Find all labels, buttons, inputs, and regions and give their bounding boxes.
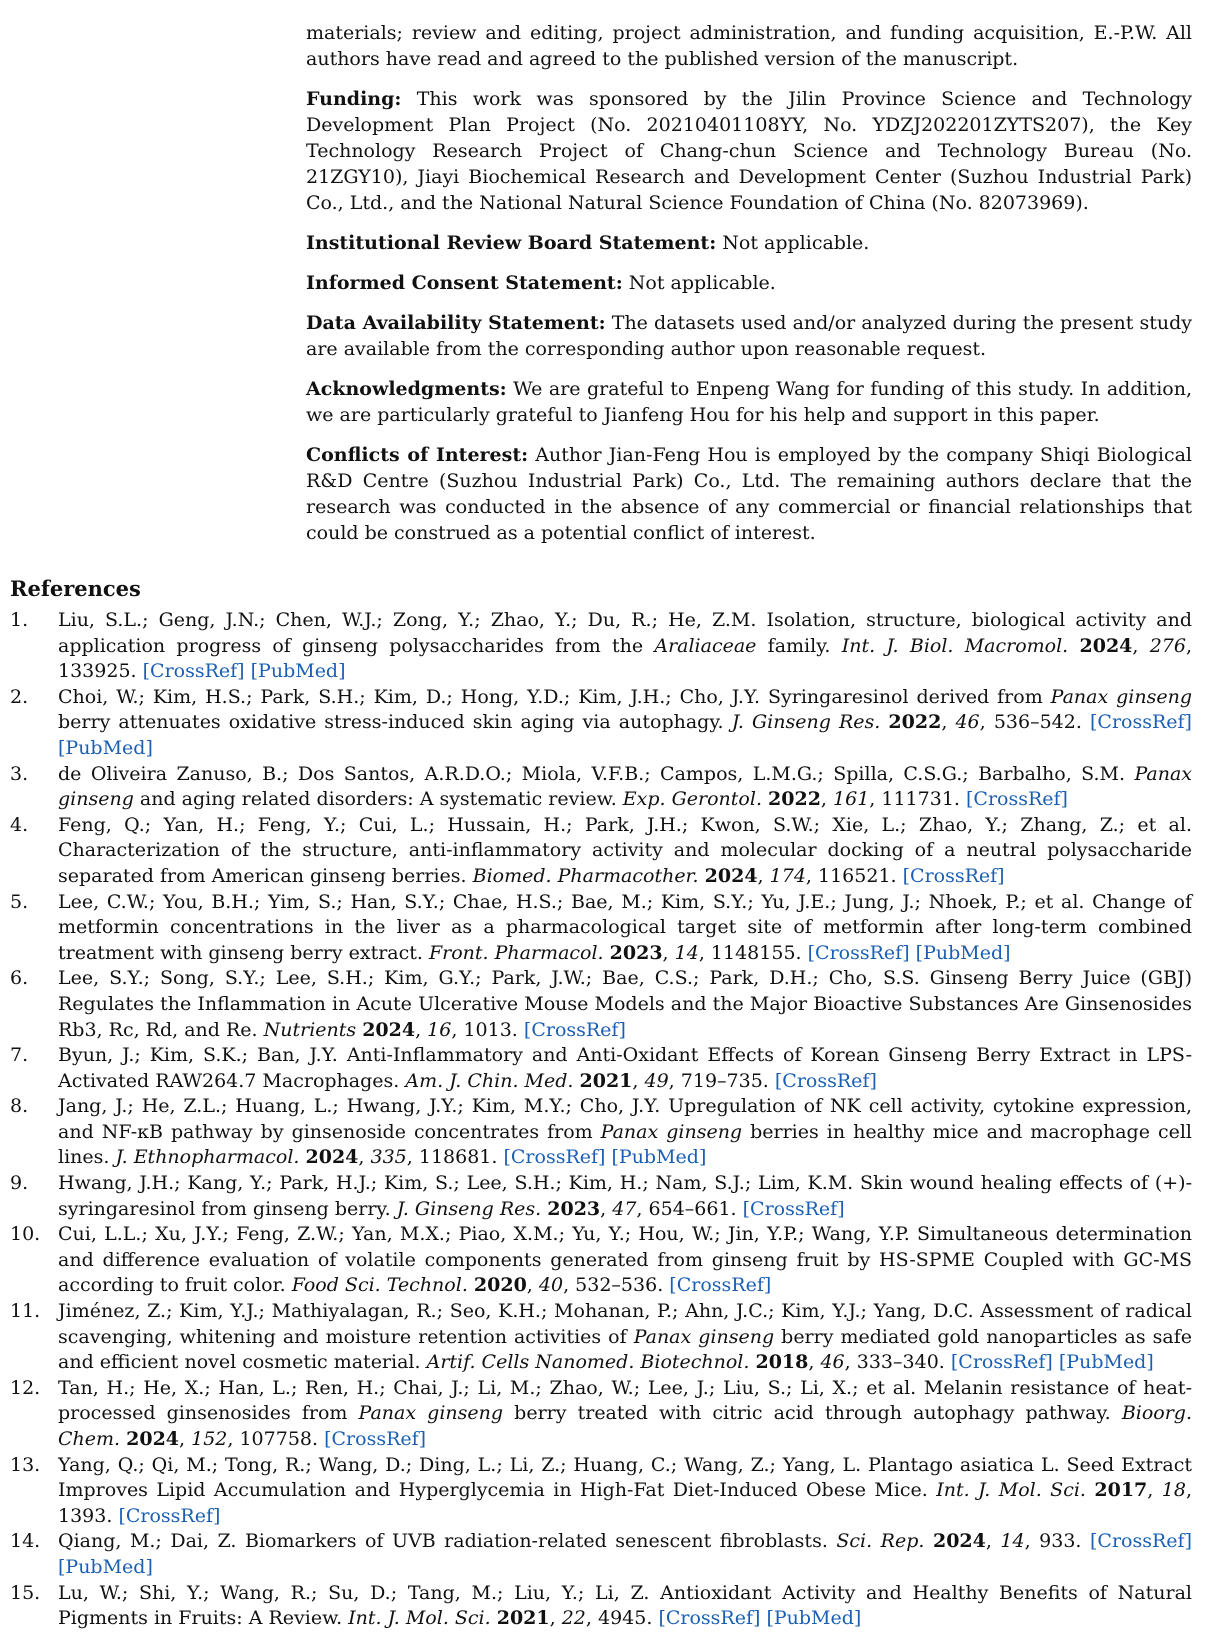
reference-number: 8.	[10, 1095, 29, 1118]
reference-authors-title: Tan, H.; He, X.; Han, L.; Ren, H.; Chai, J.; Li, M.; Zhao, W.; Lee, J.; Liu, S.; Li, X.; et al. Melanin resistance of heat-processed ginsenosides from	[58, 1376, 1192, 1425]
pubmed-link[interactable]: [PubMed]	[250, 660, 346, 683]
data-availability-label: Data Availability Statement:	[306, 312, 606, 334]
author-contributions-tail: materials; review and editing, project administration, and funding acquisition, E.-P.W. All authors have read and agreed to the published version of the manuscript.	[306, 22, 1192, 70]
reference-text: Feng, Q.; Yan, H.; Feng, Y.; Cui, L.; Hussain, H.; Park, J.H.; Kwon, S.W.; Xie, L.; Zhao, Y.; Zhang, Z.; et al. Characterization of the structure, anti-inflammatory activity and molecular docking of a neutral polysaccharide separated from American ginseng berries. Biomed. Pharmacother. 2024, 174, 116521. [CrossRef]	[58, 813, 1192, 887]
reference-pages: 1393.	[58, 1504, 113, 1527]
crossref-link[interactable]: [CrossRef]	[950, 1351, 1053, 1374]
reference-item	[10, 608, 1192, 685]
data-availability-text: The datasets used and/or analyzed during the present study are available from the corresponding author upon reasonable request.	[306, 312, 1193, 360]
reference-title-rest: family.	[756, 634, 842, 657]
reference-item	[10, 1581, 1192, 1632]
reference-text: Lee, S.Y.; Song, S.Y.; Lee, S.H.; Kim, G.Y.; Park, J.W.; Bae, C.S.; Park, D.H.; Cho, S.S. Ginseng Berry Juice (GBJ) Regulates the Inflammation in Acute Ulcerative Mouse Models and the Major Bioactive Substances Are Ginsenosides Rb3, Rc, Rd, and Re. Nutrients 2024, 16, 1013. [CrossRef]	[58, 967, 1192, 1041]
reference-text: Cui, L.L.; Xu, J.Y.; Feng, Z.W.; Yan, M.X.; Piao, X.M.; Yu, Y.; Hou, W.; Jin, Y.P.; Wang, Y.P. Simultaneous determination and difference evaluation of volatile components generated from ginseng fruit by HS-SPME Coupled with GC-MS according to fruit color. Food Sci. Technol. 2020, 40, 532–536. [CrossRef]	[58, 1223, 1192, 1297]
crossref-link[interactable]: [CrossRef]	[1090, 711, 1192, 734]
pubmed-link[interactable]: [PubMed]	[58, 736, 153, 759]
reference-italic-term: Panax ginseng	[1050, 685, 1192, 708]
reference-volume: 46	[820, 1351, 845, 1374]
reference-number: 14.	[10, 1530, 41, 1553]
reference-authors-title: Jang, J.; He, Z.L.; Huang, L.; Hwang, J.Y.; Kim, M.Y.; Cho, J.Y. Upregulation of NK cell activity, cytokine expression, and NF-κB pathway by ginsenoside concentrates from	[58, 1095, 1192, 1143]
reference-item	[10, 890, 1192, 967]
consent-text: Not applicable.	[628, 272, 776, 294]
reference-italic-term: Panax ginseng	[633, 1325, 775, 1348]
data-availability-statement	[306, 310, 1192, 362]
reference-text: Tan, H.; He, X.; Han, L.; Ren, H.; Chai, J.; Li, M.; Zhao, W.; Lee, J.; Liu, S.; Li, X.; et al. Melanin resistance of heat-processed ginsenosides from Panax ginseng berry treated with citric acid through autophagy pathway. Bioorg. Chem. 2024, 152, 107758. [CrossRef]	[58, 1376, 1193, 1450]
reference-item	[10, 1171, 1192, 1222]
reference-volume: 276	[1149, 634, 1186, 657]
reference-journal: Biomed. Pharmacother.	[472, 864, 699, 887]
reference-number: 10.	[10, 1223, 41, 1246]
reference-volume: 161	[833, 788, 870, 811]
reference-journal: Am. J. Chin. Med.	[405, 1069, 574, 1092]
reference-year: 2018	[755, 1351, 809, 1374]
funding-label: Funding:	[306, 88, 402, 110]
reference-journal: J. Ginseng Res.	[396, 1197, 542, 1220]
reference-year: 2020	[473, 1274, 527, 1297]
reference-pages: 133925.	[58, 660, 137, 683]
reference-item	[10, 1222, 1192, 1299]
reference-italic-term: Panax ginseng	[600, 1120, 743, 1143]
crossref-link[interactable]: [CrossRef]	[503, 1146, 606, 1169]
reference-year: 2024	[704, 864, 758, 887]
reference-year: 2024	[362, 1018, 416, 1041]
reference-item	[10, 1376, 1192, 1453]
reference-journal: Exp. Gerontol.	[622, 788, 762, 811]
reference-pages: 536–542.	[993, 711, 1082, 734]
reference-item	[10, 1043, 1192, 1094]
reference-pages: 1013.	[463, 1018, 518, 1041]
reference-authors-title: Qiang, M.; Dai, Z. Biomarkers of UVB radiation-related senescent fibroblasts.	[58, 1530, 837, 1553]
reference-text: Choi, W.; Kim, H.S.; Park, S.H.; Kim, D.; Hong, Y.D.; Kim, J.H.; Cho, J.Y. Syringaresinol derived from Panax ginseng berry attenuates oxidative stress-induced skin aging via autophagy. J. Ginseng Res. 2022, 46, 536–542. [CrossRef] [PubMed]	[58, 685, 1192, 759]
reference-volume: 14	[674, 941, 699, 964]
reference-list	[10, 608, 1192, 1632]
reference-journal: Nutrients	[263, 1018, 357, 1041]
back-matter	[306, 20, 1192, 560]
reference-text: Qiang, M.; Dai, Z. Biomarkers of UVB radiation-related senescent fibroblasts. Sci. Rep. 2024, 14, 933. [CrossRef] [PubMed]	[58, 1530, 1192, 1578]
crossref-link[interactable]: [CrossRef]	[1090, 1530, 1192, 1553]
reference-text: Yang, Q.; Qi, M.; Tong, R.; Wang, D.; Ding, L.; Li, Z.; Huang, C.; Wang, Z.; Yang, L. Plantago asiatica L. Seed Extract Improves Lipid Accumulation and Hyperglycemia in High-Fat Diet-Induced Obese Mice. Int. J. Mol. Sci. 2017, 18, 1393. [CrossRef]	[58, 1453, 1192, 1527]
funding-statement	[306, 86, 1192, 216]
reference-number: 3.	[10, 762, 29, 785]
reference-journal: J. Ethnopharmacol.	[115, 1146, 300, 1169]
reference-number: 15.	[10, 1581, 41, 1604]
reference-item	[10, 762, 1192, 813]
reference-pages: 116521.	[818, 864, 897, 887]
reference-pages: 111731.	[881, 788, 960, 811]
pubmed-link[interactable]: [PubMed]	[611, 1146, 707, 1169]
reference-volume: 335	[370, 1146, 407, 1169]
reference-text: de Oliveira Zanuso, B.; Dos Santos, A.R.D.O.; Miola, V.F.B.; Campos, L.M.G.; Spilla, C.S.G.; Barbalho, S.M. Panax ginseng and aging related disorders: A systematic review. Exp. Gerontol. 2022, 161, 111731. [CrossRef]	[58, 762, 1192, 811]
conflicts-label: Conflicts of Interest:	[306, 444, 529, 466]
crossref-link[interactable]: [CrossRef]	[142, 660, 245, 683]
reference-item	[10, 1453, 1192, 1530]
reference-year: 2021	[496, 1607, 550, 1630]
reference-volume: 22	[561, 1607, 586, 1630]
reference-italic-term: Panax ginseng	[58, 762, 1192, 811]
reference-year: 2024	[305, 1146, 359, 1169]
references-section	[10, 576, 1192, 1632]
crossref-link[interactable]: [CrossRef]	[523, 1018, 626, 1041]
reference-text: Lee, C.W.; You, B.H.; Yim, S.; Han, S.Y.; Chae, H.S.; Bae, M.; Kim, S.Y.; Yu, J.E.; Jung, J.; Nhoek, P.; et al. Change of metformin concentrations in the liver as a pharmacological target site of metformin after long-term combined treatment with ginseng berry extract. Front. Pharmacol. 2023, 14, 1148155. [CrossRef] [PubMed]	[58, 890, 1192, 964]
crossref-link[interactable]: [CrossRef]	[966, 788, 1068, 811]
reference-number: 5.	[10, 890, 29, 913]
pubmed-link[interactable]: [PubMed]	[1058, 1351, 1154, 1374]
reference-authors-title: Jiménez, Z.; Kim, Y.J.; Mathiyalagan, R.; Seo, K.H.; Mohanan, P.; Ahn, J.C.; Kim, Y.J.; Yang, D.C. Assessment of radical scavenging, whitening and moisture retention activities of	[58, 1300, 1192, 1348]
reference-item	[10, 813, 1192, 890]
reference-authors-title: de Oliveira Zanuso, B.; Dos Santos, A.R.D.O.; Miola, V.F.B.; Campos, L.M.G.; Spilla, C.S.G.; Barbalho, S.M.	[58, 762, 1135, 785]
reference-number: 2.	[10, 685, 29, 708]
reference-text: Jang, J.; He, Z.L.; Huang, L.; Hwang, J.Y.; Kim, M.Y.; Cho, J.Y. Upregulation of NK cell activity, cytokine expression, and NF-κB pathway by ginsenoside concentrates from Panax ginseng berries in healthy mice and macrophage cell lines. J. Ethnopharmacol. 2024, 335, 118681. [CrossRef] [PubMed]	[58, 1095, 1192, 1169]
irb-statement	[306, 230, 1192, 256]
reference-text: Jiménez, Z.; Kim, Y.J.; Mathiyalagan, R.; Seo, K.H.; Mohanan, P.; Ahn, J.C.; Kim, Y.J.; Yang, D.C. Assessment of radical scavenging, whitening and moisture retention activities of Panax ginseng berry mediated gold nanoparticles as safe and efficient novel cosmetic material. Artif. Cells Nanomed. Biotechnol. 2018, 46, 333–340. [CrossRef] [PubMed]	[58, 1300, 1192, 1374]
reference-item	[10, 1529, 1192, 1580]
reference-journal: Int. J. Mol. Sci.	[936, 1479, 1086, 1502]
reference-number: 1.	[10, 609, 29, 631]
reference-authors-title: Byun, J.; Kim, S.K.; Ban, J.Y. Anti-Inflammatory and Anti-Oxidant Effects of Korean Ginseng Berry Extract in LPS-Activated RAW264.7 Macrophages.	[58, 1044, 1192, 1092]
crossref-link[interactable]: [CrossRef]	[807, 941, 910, 964]
reference-item	[10, 966, 1192, 1043]
reference-number: 6.	[10, 967, 29, 990]
reference-number: 9.	[10, 1172, 29, 1195]
crossref-link[interactable]: [CrossRef]	[658, 1607, 761, 1630]
reference-title-rest: berry mediated gold nanoparticles as safe and efficient novel cosmetic material.	[58, 1325, 1192, 1374]
reference-year: 2022	[888, 711, 942, 734]
crossref-link[interactable]: [CrossRef]	[118, 1504, 221, 1527]
acknowledgments-text: We are grateful to Enpeng Wang for funding of this study. In addition, we are particularly grateful to Jianfeng Hou for his help and support in this paper.	[306, 378, 1192, 426]
reference-year: 2017	[1094, 1479, 1148, 1502]
reference-year: 2024	[126, 1428, 180, 1450]
reference-pages: 654–661.	[648, 1197, 737, 1220]
reference-volume: 40	[538, 1274, 564, 1297]
irb-label: Institutional Review Board Statement:	[306, 232, 717, 254]
reference-authors-title: Lee, S.Y.; Song, S.Y.; Lee, S.H.; Kim, G.Y.; Park, J.W.; Bae, C.S.; Park, D.H.; Cho, S.S. Ginseng Berry Juice (GBJ) Regulates the Inflammation in Acute Ulcerative Mouse Models and the Major Bioactive Substances Are Ginsenosides Rb3, Rc, Rd, and Re.	[58, 967, 1192, 1041]
reference-journal: Front. Pharmacol.	[428, 941, 604, 964]
references-heading: References	[10, 576, 141, 601]
reference-journal: Int. J. Mol. Sci.	[348, 1607, 491, 1630]
reference-text: Hwang, J.H.; Kang, Y.; Park, H.J.; Kim, S.; Lee, S.H.; Kim, H.; Nam, S.J.; Lim, K.M. Skin wound healing effects of (+)-syringaresinol from ginseng berry. J. Ginseng Res. 2023, 47, 654–661. [CrossRef]	[58, 1172, 1192, 1220]
reference-journal: Bioorg. Chem.	[58, 1402, 1193, 1450]
reference-item	[10, 1299, 1192, 1376]
reference-authors-title: Hwang, J.H.; Kang, Y.; Park, H.J.; Kim, S.; Lee, S.H.; Kim, H.; Nam, S.J.; Lim, K.M. Skin wound healing effects of (+)-syringaresinol from ginseng berry.	[58, 1172, 1192, 1220]
reference-title-rest: berries in healthy mice and macrophage cell lines.	[58, 1120, 1192, 1169]
reference-italic-term: Araliaceae	[654, 634, 757, 657]
reference-pages: 1148155.	[710, 941, 802, 964]
reference-pages: 118681.	[418, 1146, 498, 1169]
reference-italic-term: Panax ginseng	[358, 1402, 504, 1425]
reference-year: 2021	[579, 1069, 633, 1092]
reference-number: 11.	[10, 1300, 41, 1323]
reference-authors-title: Lee, C.W.; You, B.H.; Yim, S.; Han, S.Y.; Chae, H.S.; Bae, M.; Kim, S.Y.; Yu, J.E.; Jung, J.; Nhoek, P.; et al. Change of metformin concentrations in the liver as a pharmacological target site of metformin after long-term combined treatment with ginseng berry extract.	[58, 890, 1192, 964]
reference-volume: 16	[427, 1018, 452, 1041]
reference-pages: 933.	[1039, 1530, 1082, 1553]
reference-text: Lu, W.; Shi, Y.; Wang, R.; Su, D.; Tang, M.; Liu, Y.; Li, Z. Antioxidant Activity and Healthy Benefits of Natural Pigments in Fruits: A Review. Int. J. Mol. Sci. 2021, 22, 4945. [CrossRef] [PubMed]	[58, 1581, 1192, 1630]
reference-authors-title: Liu, S.L.; Geng, J.N.; Chen, W.J.; Zong, Y.; Zhao, Y.; Du, R.; He, Z.M. Isolation, structure, biological activity and application progress of ginseng polysaccharides from the	[58, 609, 1192, 657]
reference-volume: 47	[612, 1197, 637, 1220]
crossref-link[interactable]: [CrossRef]	[742, 1197, 845, 1220]
reference-title-rest: berry attenuates oxidative stress-induced skin aging via autophagy.	[58, 711, 732, 734]
pubmed-link[interactable]: [PubMed]	[58, 1555, 153, 1578]
acknowledgments-label: Acknowledgments:	[306, 378, 507, 400]
reference-authors-title: Yang, Q.; Qi, M.; Tong, R.; Wang, D.; Ding, L.; Li, Z.; Huang, C.; Wang, Z.; Yang, L. Plantago asiatica L. Seed Extract Improves Lipid Accumulation and Hyperglycemia in High-Fat Diet-Induced Obese Mice.	[58, 1453, 1192, 1502]
reference-year: 2022	[768, 788, 821, 811]
pubmed-link[interactable]: [PubMed]	[915, 941, 1011, 964]
conflicts-text: Author Jian-Feng Hou is employed by the company Shiqi Biological R&D Centre (Suzhou Industrial Park) Co., Ltd. The remaining authors declare that the research was conducted in the absence of any commercial or financial relationships that could be construed as a potential conflict of interest.	[306, 444, 1192, 544]
reference-authors-title: Cui, L.L.; Xu, J.Y.; Feng, Z.W.; Yan, M.X.; Piao, X.M.; Yu, Y.; Hou, W.; Jin, Y.P.; Wang, Y.P. Simultaneous determination and difference evaluation of volatile components generated from ginseng fruit by HS-SPME Coupled with GC-MS according to fruit color.	[58, 1223, 1192, 1297]
consent-statement	[306, 270, 1192, 296]
reference-journal: Int. J. Biol. Macromol.	[841, 634, 1069, 657]
reference-volume: 14	[1000, 1530, 1025, 1553]
reference-text: Byun, J.; Kim, S.K.; Ban, J.Y. Anti-Inflammatory and Anti-Oxidant Effects of Korean Ginseng Berry Extract in LPS-Activated RAW264.7 Macrophages. Am. J. Chin. Med. 2021, 49, 719–735. [CrossRef]	[58, 1044, 1192, 1092]
reference-title-rest: and aging related disorders: A systematic review.	[133, 788, 623, 811]
reference-authors-title: Lu, W.; Shi, Y.; Wang, R.; Su, D.; Tang, M.; Liu, Y.; Li, Z. Antioxidant Activity and Healthy Benefits of Natural Pigments in Fruits: A Review.	[58, 1581, 1192, 1630]
conflicts-statement	[306, 442, 1192, 546]
reference-pages: 107758.	[239, 1428, 319, 1450]
crossref-link[interactable]: [CrossRef]	[902, 864, 1005, 887]
reference-year: 2024	[1079, 634, 1133, 657]
irb-text: Not applicable.	[722, 232, 870, 254]
pubmed-link[interactable]: [PubMed]	[766, 1607, 862, 1630]
reference-text: Liu, S.L.; Geng, J.N.; Chen, W.J.; Zong, Y.; Zhao, Y.; Du, R.; He, Z.M. Isolation, structure, biological activity and application progress of ginseng polysaccharides from the Araliaceae family. Int. J. Biol. Macromol. 2024, 276, 133925. [CrossRef] [PubMed]	[58, 609, 1193, 683]
reference-number: 7.	[10, 1044, 29, 1067]
reference-journal: Sci. Rep.	[836, 1530, 925, 1553]
crossref-link[interactable]: [CrossRef]	[324, 1428, 427, 1450]
reference-pages: 333–340.	[856, 1351, 945, 1374]
crossref-link[interactable]: [CrossRef]	[669, 1274, 772, 1297]
reference-number: 13.	[10, 1453, 41, 1476]
reference-number: 12.	[10, 1376, 41, 1399]
reference-journal: J. Ginseng Res.	[731, 711, 881, 734]
reference-journal: Artif. Cells Nanomed. Biotechnol.	[426, 1351, 750, 1374]
crossref-link[interactable]: [CrossRef]	[774, 1069, 877, 1092]
acknowledgments-statement	[306, 376, 1192, 428]
funding-text: This work was sponsored by the Jilin Province Science and Technology Development Plan Project (No. 20210401108YY, No. YDZJ202201ZYTS207), the Key Technology Research Project of Chang-chun Science and Technology Bureau (No. 21ZGY10), Jiayi Biochemical Research and Development Center (Suzhou Industrial Park) Co., Ltd., and the National Natural Science Foundation of China (No. 82073969).	[306, 88, 1192, 214]
reference-pages: 4945.	[597, 1607, 653, 1630]
reference-volume: 174	[769, 864, 806, 887]
reference-pages: 532–536.	[575, 1274, 664, 1297]
reference-journal: Food Sci. Technol.	[291, 1274, 468, 1297]
reference-authors-title: Feng, Q.; Yan, H.; Feng, Y.; Cui, L.; Hussain, H.; Park, J.H.; Kwon, S.W.; Xie, L.; Zhao, Y.; Zhang, Z.; et al. Characterization of the structure, anti-inflammatory activity and molecular docking of a neutral polysaccharide separated from American ginseng berries.	[58, 813, 1192, 887]
reference-item	[10, 685, 1192, 762]
consent-label: Informed Consent Statement:	[306, 272, 623, 294]
reference-volume: 46	[955, 711, 980, 734]
reference-volume: 49	[644, 1069, 669, 1092]
reference-title-rest: berry treated with citric acid through autophagy pathway.	[503, 1402, 1122, 1425]
reference-volume: 18	[1161, 1479, 1186, 1502]
reference-pages: 719–735.	[680, 1069, 769, 1092]
reference-year: 2023	[547, 1197, 601, 1220]
reference-number: 4.	[10, 813, 29, 836]
reference-item	[10, 1094, 1192, 1171]
reference-year: 2024	[932, 1530, 986, 1553]
reference-year: 2023	[609, 941, 663, 964]
reference-authors-title: Choi, W.; Kim, H.S.; Park, S.H.; Kim, D.; Hong, Y.D.; Kim, J.H.; Cho, J.Y. Syringaresinol derived from	[58, 685, 1051, 708]
reference-volume: 152	[191, 1428, 228, 1450]
